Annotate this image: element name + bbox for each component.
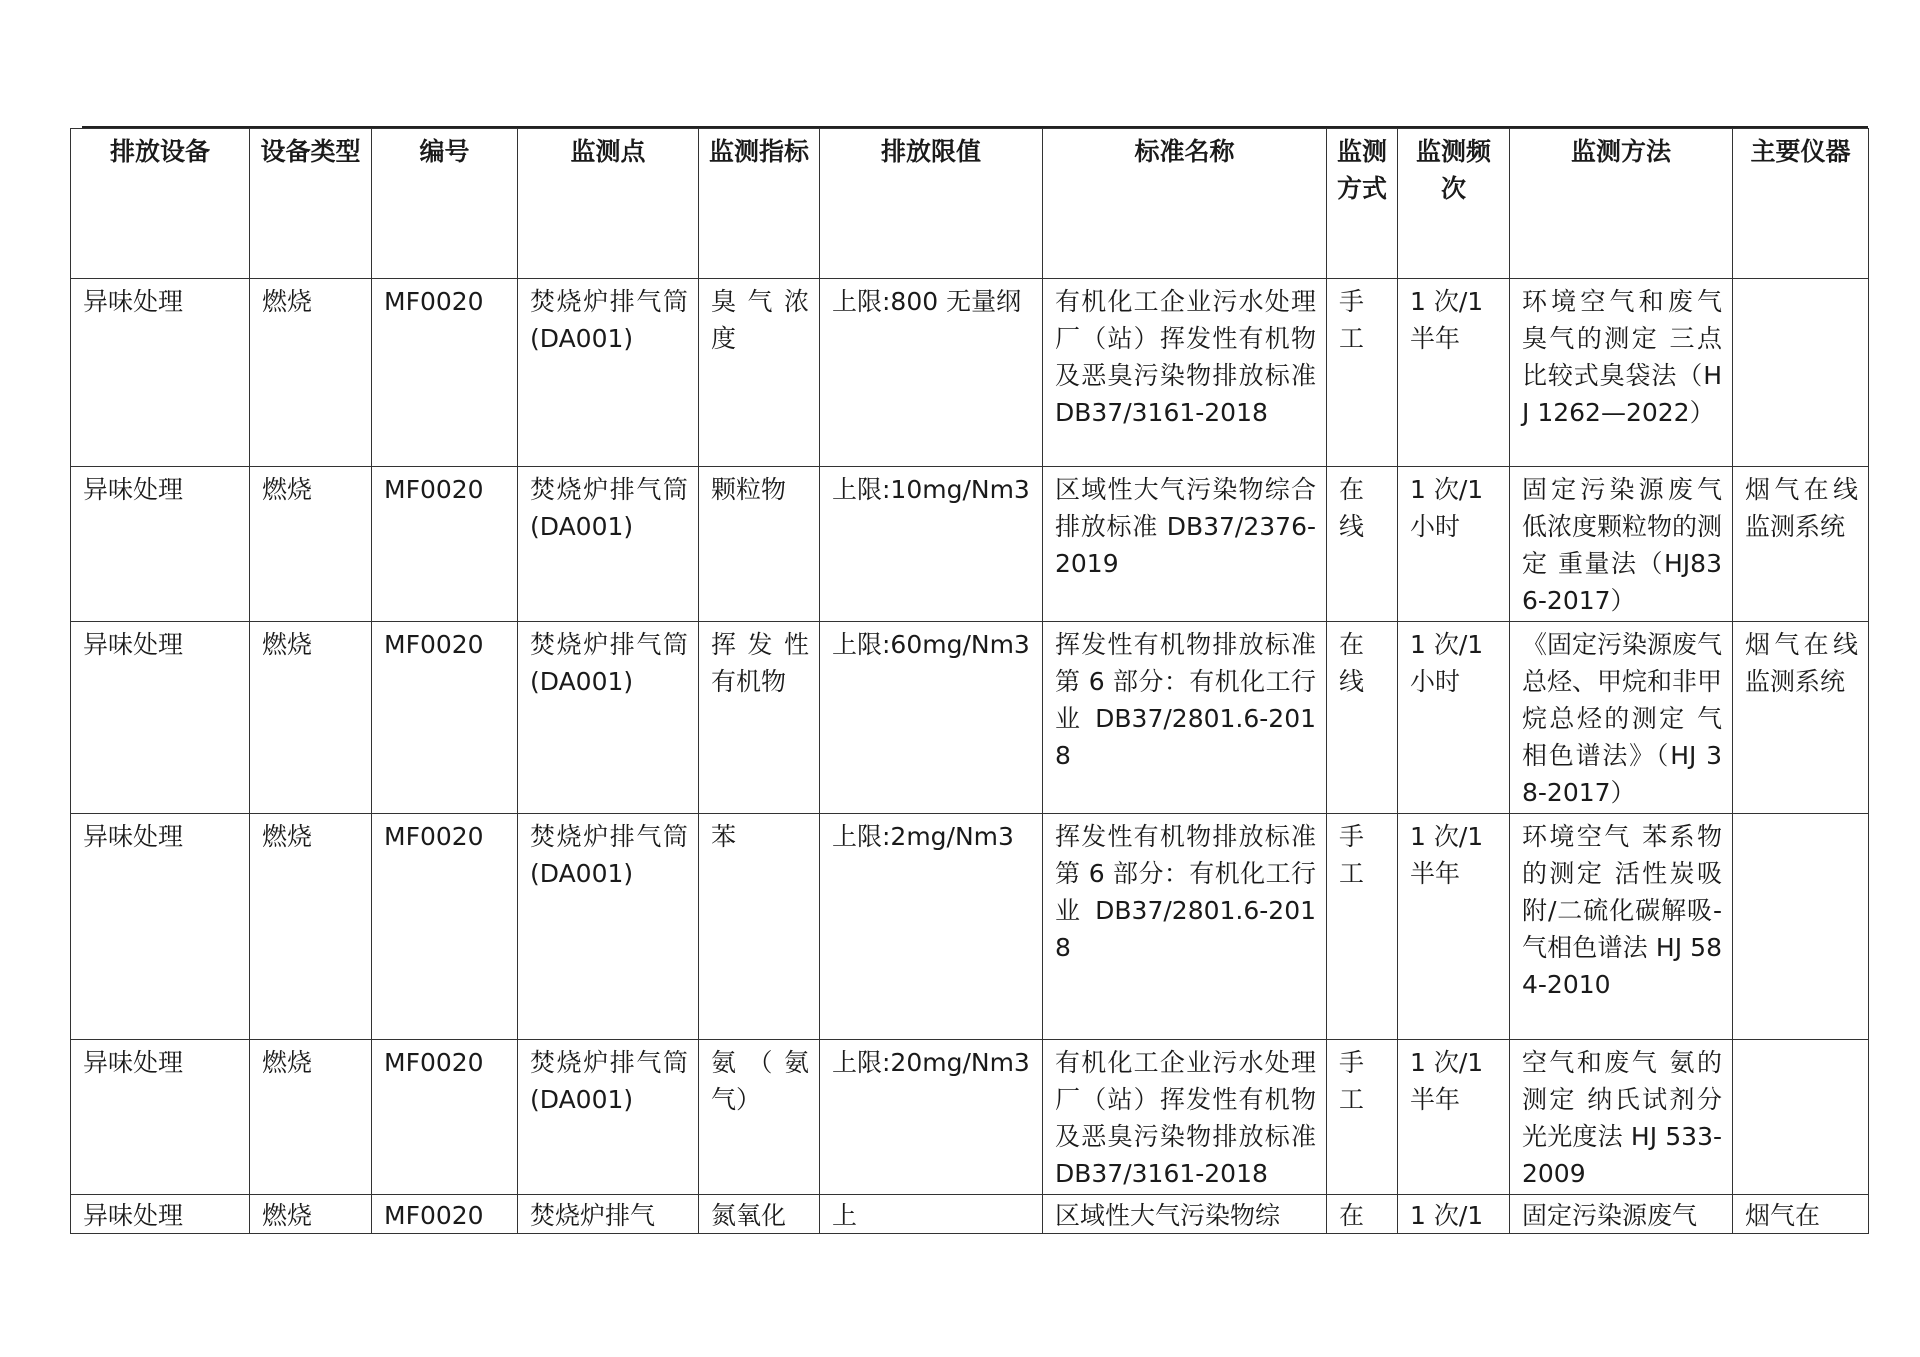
cell-point: 焚烧炉排气筒(DA001) (518, 467, 699, 622)
cell-code: MF0020 (372, 1195, 518, 1234)
cell-frequency: 1 次/1 半年 (1398, 279, 1510, 467)
cell-method: 固定污染源废气 低浓度颗粒物的测定 重量法（HJ836-2017） (1510, 467, 1733, 622)
cell-frequency: 1 次/1 半年 (1398, 814, 1510, 1040)
table-row (71, 814, 1869, 1040)
cell-mode: 手工 (1327, 814, 1398, 1040)
cell-mode: 在 (1327, 1195, 1398, 1234)
cell-standard: 挥发性有机物排放标准第 6 部分：有机化工行业 DB37/2801.6-2018 (1043, 622, 1327, 814)
cell-type: 燃烧 (250, 814, 372, 1040)
table-row (71, 622, 1869, 814)
cell-indicator: 臭气浓度 (699, 279, 820, 467)
cell-equipment: 异味处理 (71, 1195, 250, 1234)
cell-limit: 上限:800 无量纲 (820, 279, 1043, 467)
cell-mode: 手工 (1327, 279, 1398, 467)
cell-method: 环境空气 苯系物的测定 活性炭吸附/二硫化碳解吸-气相色谱法 HJ 584-2010 (1510, 814, 1733, 1040)
cell-equipment: 异味处理 (71, 1040, 250, 1195)
cell-frequency: 1 次/1 小时 (1398, 622, 1510, 814)
cell-method: 《固定污染源废气 总烃、甲烷和非甲烷总烃的测定 气相色谱法》（HJ 38-2017） (1510, 622, 1733, 814)
table-header-row (71, 129, 1869, 279)
cell-equipment: 异味处理 (71, 622, 250, 814)
cell-type: 燃烧 (250, 279, 372, 467)
cell-method: 空气和废气 氨的测定 纳氏试剂分光光度法 HJ 533-2009 (1510, 1040, 1733, 1195)
cell-code: MF0020 (372, 622, 518, 814)
header-code: 编号 (372, 129, 518, 279)
header-limit: 排放限值 (820, 129, 1043, 279)
cell-point: 焚烧炉排气筒(DA001) (518, 814, 699, 1040)
cell-indicator: 颗粒物 (699, 467, 820, 622)
cell-frequency: 1 次/1 小时 (1398, 467, 1510, 622)
cell-code: MF0020 (372, 467, 518, 622)
table-row (71, 467, 1869, 622)
cell-type: 燃烧 (250, 622, 372, 814)
cell-code: MF0020 (372, 814, 518, 1040)
cell-code: MF0020 (372, 1040, 518, 1195)
cell-point: 焚烧炉排气筒(DA001) (518, 622, 699, 814)
cell-type: 燃烧 (250, 467, 372, 622)
cell-method: 固定污染源废气 (1510, 1195, 1733, 1234)
cell-mode: 手工 (1327, 1040, 1398, 1195)
header-instrument: 主要仪器 (1733, 129, 1869, 279)
cell-method: 环境空气和废气 臭气的测定 三点比较式臭袋法（HJ 1262—2022） (1510, 279, 1733, 467)
cell-limit: 上限:10mg/Nm3 (820, 467, 1043, 622)
header-frequency: 监测频次 (1398, 129, 1510, 279)
cell-equipment: 异味处理 (71, 814, 250, 1040)
header-point: 监测点 (518, 129, 699, 279)
header-equipment: 排放设备 (71, 129, 250, 279)
cell-standard: 区域性大气污染物综合排放标准 DB37/2376-2019 (1043, 467, 1327, 622)
header-method: 监测方法 (1510, 129, 1733, 279)
cell-point: 焚烧炉排气筒(DA001) (518, 1040, 699, 1195)
header-mode: 监测方式 (1327, 129, 1398, 279)
cell-point: 焚烧炉排气筒(DA001) (518, 279, 699, 467)
cell-instrument (1733, 1040, 1869, 1195)
cell-type: 燃烧 (250, 1040, 372, 1195)
header-type: 设备类型 (250, 129, 372, 279)
cell-frequency: 1 次/1 (1398, 1195, 1510, 1234)
monitoring-table (70, 128, 1869, 1234)
cell-standard: 有机化工企业污水处理厂（站）挥发性有机物及恶臭污染物排放标准 DB37/3161-2018 (1043, 279, 1327, 467)
cell-mode: 在线 (1327, 467, 1398, 622)
cell-indicator: 挥发性有机物 (699, 622, 820, 814)
cell-indicator: 氨（氨气） (699, 1040, 820, 1195)
cell-instrument (1733, 279, 1869, 467)
table-row (71, 1195, 1869, 1234)
cell-limit: 上限:60mg/Nm3 (820, 622, 1043, 814)
cell-standard: 有机化工企业污水处理厂（站）挥发性有机物及恶臭污染物排放标准 DB37/3161-2018 (1043, 1040, 1327, 1195)
cell-standard: 区域性大气污染物综 (1043, 1195, 1327, 1234)
cell-equipment: 异味处理 (71, 467, 250, 622)
header-standard: 标准名称 (1043, 129, 1327, 279)
cell-limit: 上 (820, 1195, 1043, 1234)
header-indicator: 监测指标 (699, 129, 820, 279)
cell-point: 焚烧炉排气 (518, 1195, 699, 1234)
table-row (71, 279, 1869, 467)
cell-indicator: 苯 (699, 814, 820, 1040)
cell-instrument: 烟气在线监测系统 (1733, 467, 1869, 622)
cell-instrument: 烟气在线监测系统 (1733, 622, 1869, 814)
cell-standard: 挥发性有机物排放标准第 6 部分：有机化工行业 DB37/2801.6-2018 (1043, 814, 1327, 1040)
cell-limit: 上限:20mg/Nm3 (820, 1040, 1043, 1195)
cell-instrument (1733, 814, 1869, 1040)
cell-indicator: 氮氧化 (699, 1195, 820, 1234)
cell-frequency: 1 次/1 半年 (1398, 1040, 1510, 1195)
cell-equipment: 异味处理 (71, 279, 250, 467)
table-row (71, 1040, 1869, 1195)
cell-instrument: 烟气在 (1733, 1195, 1869, 1234)
cell-limit: 上限:2mg/Nm3 (820, 814, 1043, 1040)
cell-type: 燃烧 (250, 1195, 372, 1234)
cell-mode: 在线 (1327, 622, 1398, 814)
cell-code: MF0020 (372, 279, 518, 467)
